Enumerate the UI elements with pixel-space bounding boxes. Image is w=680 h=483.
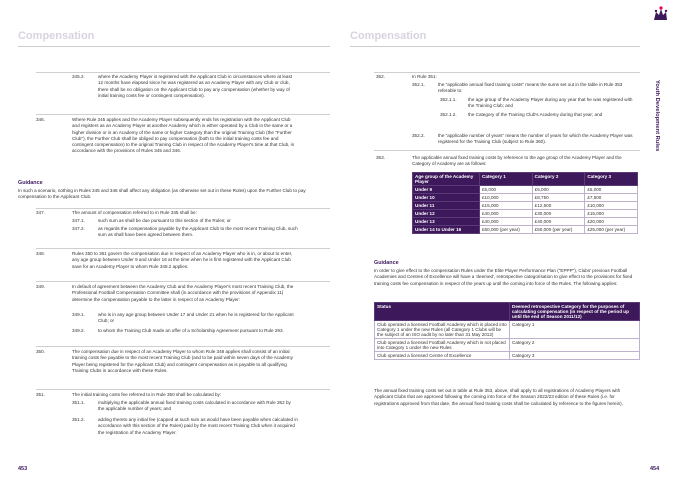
- page-number: 453: [18, 466, 28, 472]
- table-header: Age group of the Academy Player: [413, 173, 480, 186]
- header-rule: [18, 46, 330, 47]
- rule-number: 352.1.2.: [440, 112, 457, 117]
- rule-text: Rules 350 to 361 govern the compensation due in respect of an Academy Player who is in, or about to enter, any age group between Under 9 and Under 16 at the time when he is first registered with the Applicant Club save for an Academy Player to whom Rule 348.2 applies.: [72, 251, 293, 269]
- rule-number: 349.1.: [72, 312, 85, 317]
- page-number: 454: [650, 466, 660, 472]
- rule-number: 347.: [36, 210, 45, 215]
- rule-number: 353.: [376, 155, 385, 160]
- rule-text: The initial training costs fee referred to in Rule 350 shall be calculated by:: [72, 392, 222, 397]
- rule-number: 351.1.: [72, 400, 85, 405]
- rule-text: the Category of the Training Club's Academy during that year; and: [468, 112, 603, 117]
- rule-text: In default of agreement between the Academy Club and the Academy Player's most recent Training Club, the Professional Football Compensation Committee shall (in accordance with the provisions of Appendix 11) determine the compensation payable to the latter in respect of an Academy Player:: [72, 284, 294, 302]
- guidance-title: Guidance: [374, 260, 399, 266]
- guidance-text: In order to give effect to the compensation Rules under the Elite Player Performance Plan ("EPPP"), Clubs' previous Football Academies and Centres of Excellence will have a 'deemed', retrospective categorisation to give effect to the provisions for fixed training costs fee compensation in respect of the years up until the coming into force of the Rules. The following applies:: [374, 268, 633, 286]
- table-row: Under 14 to Under 16 £60,000 (per year) £50,000 (per year) £25,000 (per year): [413, 226, 638, 234]
- rule-number: 349.2.: [72, 328, 85, 333]
- page-header: Compensation: [18, 30, 95, 42]
- closing-text: The annual fixed training costs set out in table at Rule 353, above, shall apply to all registrations of Academy Players with Applicant Clubs that are approved following the coming into force of the Season 2022/23 edition of these Rules (i.e. for registrations approved from that date, the annual fixed training costs shall be calculated by reference to the figures herein).: [374, 388, 623, 406]
- page-header: Compensation: [350, 30, 427, 42]
- table-row: Under 10 £10,000 £8,750 £7,500: [413, 194, 638, 202]
- guidance-title: Guidance: [18, 180, 43, 186]
- rule-number: 352.2.: [412, 133, 425, 138]
- rule-text: The amount of compensation referred to in Rule 345 shall be:: [72, 210, 197, 215]
- table-row: Under 11 £15,000 £12,500 £10,000: [413, 202, 638, 210]
- rule-text: who is in any age group between Under 17 and Under 21 when he is registered for the Applicant Club; or: [98, 312, 294, 324]
- rule-text: as regards the compensation payable by the Applicant Club to the most recent Training Club, such sum as shall have been agreed between them.: [98, 226, 298, 238]
- table-header: Category 2: [532, 173, 585, 186]
- rule-number: 352.1.: [412, 82, 425, 87]
- rule-text: multiplying the applicable annual fixed training costs calculated in accordance with Rule 352 by the applicable number of years; and: [98, 400, 291, 412]
- table-row: Under 9 £5,000 £5,000 £5,000: [413, 186, 638, 194]
- table-row: Club operated a licensed Football Academy which is placed into Category 1 under the new Rules (all Category 1 Clubs will be the subject of an ISO audit by no later than 31 May 2012) Category 1: [375, 321, 640, 339]
- rule-text: the "applicable annual fixed training costs" means the sums set out in the table in Rule 353 referable to:: [438, 82, 623, 94]
- table-row: Under 13 £40,000 £40,000 £20,000: [413, 218, 638, 226]
- table-row: Under 12 £40,000 £30,000 £15,000: [413, 210, 638, 218]
- rule-text: the "applicable number of years" means the number of years for which the Academy Player was registered for the Training Club (subject to Rule 360).: [438, 133, 633, 145]
- table-row: Club operated a licensed Football Academy which is not placed into Category 1 under the new Rules Category 2: [375, 339, 640, 352]
- rule-number: 352.: [376, 74, 385, 79]
- table-header: Category 1: [480, 173, 533, 186]
- deemed-category-table: [374, 302, 640, 360]
- rule-text: The compensation due in respect of an Academy Player to whom Rule 348 applies shall consist of an initial training costs fee payable to the most recent Training Club (and to be paid within seven days of the Academy Player being registered for the Applicant Club) and contingent compensation as is payable to all qualifying Training Clubs in accordance with these Rules.: [72, 349, 293, 373]
- guidance-text: In such a scenario, nothing in Rules 345 and 346 shall affect any obligation (as otherwise set out in these Rules) upon the Further Club to pay compensation to the Applicant Club.: [18, 188, 306, 200]
- rule-text: to whom the Training Club made an offer of a Scholarship Agreement pursuant to Rule 293.: [98, 328, 284, 333]
- lion-crown-logo-icon: [650, 4, 670, 24]
- table-row: Club operated a licensed Centre of Excellence Category 3: [375, 352, 640, 360]
- rule-number: 346.: [36, 117, 45, 122]
- rule-number: 348.: [36, 251, 45, 256]
- table-header: Deemed retrospective Category for the purposes of calculating compensation (in respect of the period up until the end of Season 2011/12): [510, 303, 640, 321]
- rule-number: 351.2.: [72, 417, 85, 422]
- rule-number: 347.2.: [72, 226, 85, 231]
- rule-text: the age group of the Academy Player during any year that he was registered with the Training Club; and: [468, 97, 633, 109]
- rule-number: 345.2.: [72, 74, 85, 79]
- rule-text: In Rule 351:: [412, 74, 437, 79]
- rule-number: 349.: [36, 284, 45, 289]
- rule-number: 347.1.: [72, 218, 85, 223]
- header-rule: [350, 46, 640, 47]
- rule-text: such sum as shall be due pursuant to this section of the Rules; or: [98, 218, 231, 223]
- right-page: [340, 0, 680, 483]
- rule-number: 352.1.1.: [440, 97, 457, 102]
- table-header: Category 3: [585, 173, 638, 186]
- rule-text: The applicable annual fixed training costs by reference to the age group of the Academy Player and the Category of Academy are as follows:: [412, 155, 622, 167]
- training-costs-table: [412, 172, 638, 234]
- rule-number: 350.: [36, 349, 45, 354]
- rule-text: Where Rule 345 applies and the Academy Player subsequently ends his registration with the Applicant Club and registers as an Academy Player at another Academy which is either operated by a Club in the same or a higher division or is an Academy of the same or higher Category than the original Training Club (the "Further Club"), the Further Club shall be obliged to pay compensation (both to the initial training costs fee and contingent compensation) to the original Training Club in respect of the Academy Player's time at that Club, in accordance with the provisions of Rules 345 and 346.: [72, 117, 295, 154]
- rule-text: where the Academy Player is registered with the Applicant Club in circumstances where at least 12 months have elapsed since he was registered as an Academy Player with any Club or club, there shall be no obligation on the Applicant Club to pay any compensation (whether by way of initial training costs fee or contingent compensation).: [98, 74, 293, 98]
- rule-text: adding thereto any initial fee (capped at such sum as would have been payable when calculated in accordance with this section of the Rules) paid by the most recent Training Club when it acquired the registration of the Academy Player.: [98, 417, 298, 435]
- rule-number: 351.: [36, 392, 45, 397]
- side-section-title: Youth Development Rules: [654, 80, 660, 152]
- table-header: Status: [375, 303, 510, 321]
